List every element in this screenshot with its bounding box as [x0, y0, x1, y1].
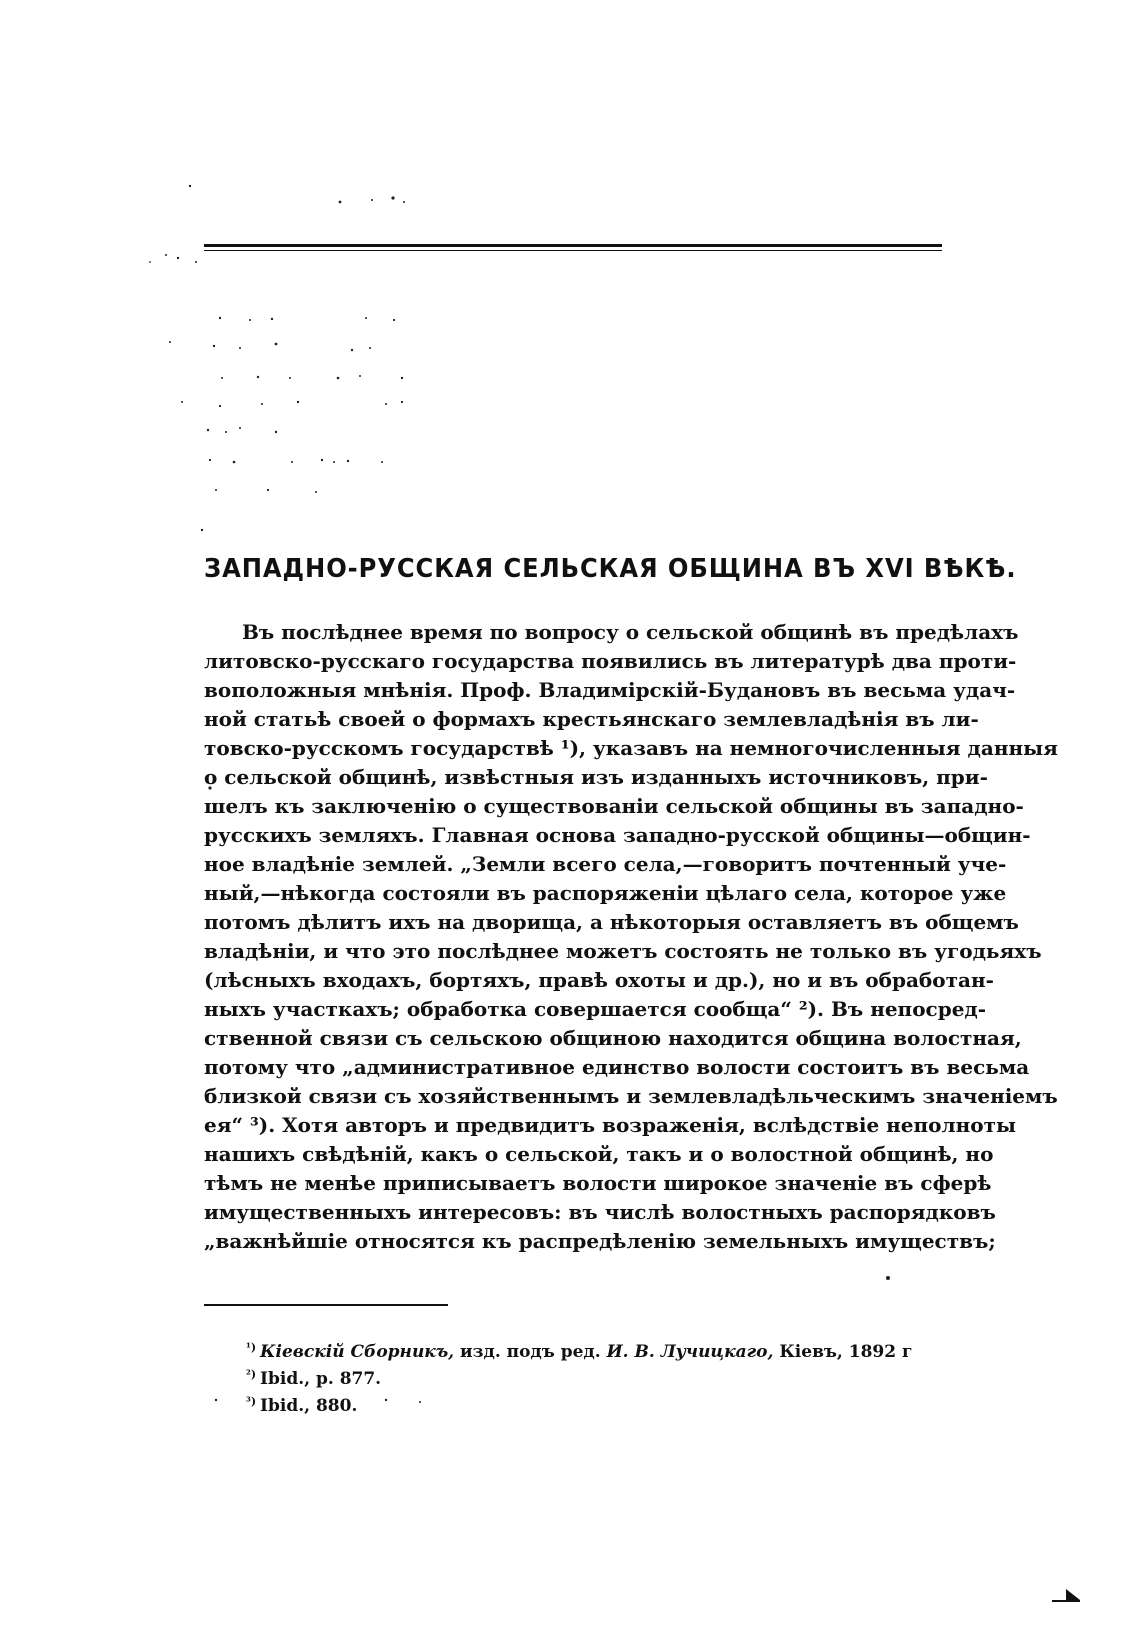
text-line: литовско-русскаго государства появились въ литературѣ два проти- — [204, 649, 1017, 673]
footnote-text: изд. подъ ред. — [454, 1342, 607, 1362]
footnote-rule — [204, 1304, 448, 1306]
footnote-mark: ³) — [246, 1395, 257, 1408]
footnotes — [246, 1334, 946, 1415]
footnote-3 — [246, 1388, 946, 1415]
header-double-rule — [204, 244, 942, 253]
footnote-italic: И. В. Лучицкаго, — [606, 1342, 774, 1362]
text-line: ной статьѣ своей о формахъ крестьянскаго землевладѣнія въ ли- — [204, 707, 979, 731]
text-line: ное владѣніе землей. „Земли всего села,—говоритъ почтенный уче- — [204, 852, 1007, 876]
footnote-text: Кіевъ, 1892 г — [773, 1342, 913, 1362]
text-line: о сельской общинѣ, извѣстныя изъ изданныхъ источниковъ, при- — [204, 765, 988, 789]
footnote-text: Ibid., 880. — [260, 1396, 358, 1416]
text-line: владѣніи, и что это послѣднее можетъ состоять не только въ угодьяхъ — [204, 939, 1042, 963]
footnote-1 — [246, 1334, 946, 1361]
text-line: нашихъ свѣдѣній, какъ о сельской, такъ и о волостной общинѣ, но — [204, 1142, 994, 1166]
text-line: „важнѣйшіе относятся къ распредѣленію земельныхъ имуществъ; — [204, 1229, 996, 1253]
header-rule-thin — [204, 250, 942, 251]
footnote-2 — [246, 1361, 946, 1388]
footnote-text: Ibid., p. 877. — [260, 1369, 382, 1389]
text-line: тѣмъ не менѣе приписываетъ волости широкое значеніе въ сферѣ — [204, 1171, 992, 1195]
text-line: потомъ дѣлитъ ихъ на дворища, а нѣкоторыя оставляетъ въ общемъ — [204, 910, 1019, 934]
text-line: имущественныхъ интересовъ: въ числѣ волостныхъ распорядковъ — [204, 1200, 996, 1224]
header-rule-thick — [204, 244, 942, 247]
text-line: товско-русскомъ государствѣ ¹), указавъ на немногочисленныя данныя — [204, 736, 1058, 760]
page-corner-arrow-icon — [1052, 1589, 1080, 1603]
text-line: ныхъ участкахъ; обработка совершается сообща“ ²). Въ непосред- — [204, 997, 987, 1021]
text-line: потому что „административное единство волости состоитъ въ весьма — [204, 1055, 1030, 1079]
text-line: близкой связи съ хозяйственнымъ и землевладѣльческимъ значеніемъ — [204, 1084, 1058, 1108]
article-body — [204, 618, 1058, 1256]
footnote-mark: ²) — [246, 1368, 257, 1381]
text-line: (лѣсныхъ входахъ, бортяхъ, правѣ охоты и др.), но и въ обработан- — [204, 968, 994, 992]
text-line: русскихъ земляхъ. Главная основа западно-русской общины—общин- — [204, 823, 1031, 847]
text-line: ственной связи съ сельскою общиною находится община волостная, — [204, 1026, 1022, 1050]
footnote-italic: Кіевскій Сборникъ, — [260, 1342, 455, 1362]
text-line: ея“ ³). Хотя авторъ и предвидитъ возраженія, вслѣдствіе неполноты — [204, 1113, 1017, 1137]
text-line: воположныя мнѣнія. Проф. Владимірскій-Будановъ въ весьма удач- — [204, 678, 1016, 702]
footnote-mark: ¹) — [246, 1341, 257, 1354]
text-line: Въ послѣднее время по вопросу о сельской общинѣ въ предѣлахъ — [242, 620, 1019, 644]
article-title: ЗАПАДНО-РУССКАЯ СЕЛЬСКАЯ ОБЩИНА ВЪ XVI ВѢКѢ. — [204, 554, 1017, 584]
text-line: шелъ къ заключенію о существованіи сельской общины въ западно- — [204, 794, 1024, 818]
text-line: ный,—нѣкогда состояли въ распоряженіи цѣлаго села, которое уже — [204, 881, 1007, 905]
